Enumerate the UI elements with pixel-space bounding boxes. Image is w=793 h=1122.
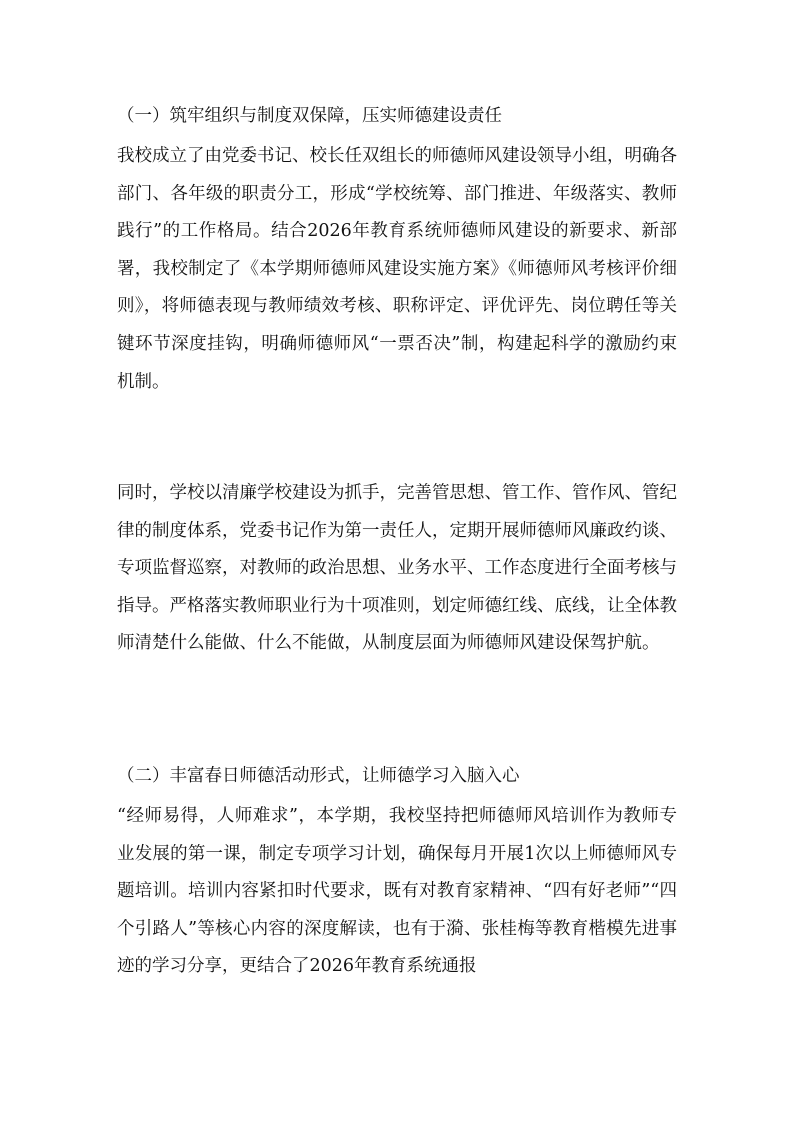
section2-paragraph-1: “经师易得，人师难求”，本学期，我校坚持把师德师风培训作为教师专业发展的第一课，制定专项学习计划，确保每月开展1次以上师德师风专题培训。培训内容紧扣时代要求，既有对教育家精神、“四有好老师”“四个引路人”等核心内容的深度解读，也有于漪、张桂梅等教育楷模先进事迹的学习分享，更结合了2026年教育系统通报: [117, 806, 677, 977]
section1-paragraph-1: 我校成立了由党委书记、校长任双组长的师德师风建设领导小组，明确各部门、各年级的职责分工，形成“学校统筹、部门推进、年级落实、教师践行”的工作格局。结合2026年教育系统师德师风建设的新要求、新部署，我校制定了《本学期师德师风建设实施方案》《师德师风考核评价细则》，将师德表现与教师绩效考核、职称评定、评优评先、岗位聘任等关键环节深度挂钩，明确师德师风“一票否决”制，构建起科学的激励约束机制。: [117, 146, 677, 392]
section-heading-1: （一）筑牢组织与制度双保障，压实师德建设责任: [117, 106, 502, 126]
section1-paragraph-2: 同时，学校以清廉学校建设为抓手，完善管思想、管工作、管作风、管纪律的制度体系，党委书记作为第一责任人，定期开展师德师风廉政约谈、专项监督巡察，对教师的政治思想、业务水平、工作态度进行全面考核与指导。严格落实教师职业行为十项准则，划定师德红线、底线，让全体教师清楚什么能做、什么不能做，从制度层面为师德师风建设保驾护航。: [117, 483, 677, 654]
section-heading-2: （二）丰富春日师德活动形式，让师德学习入脑入心: [117, 766, 520, 786]
